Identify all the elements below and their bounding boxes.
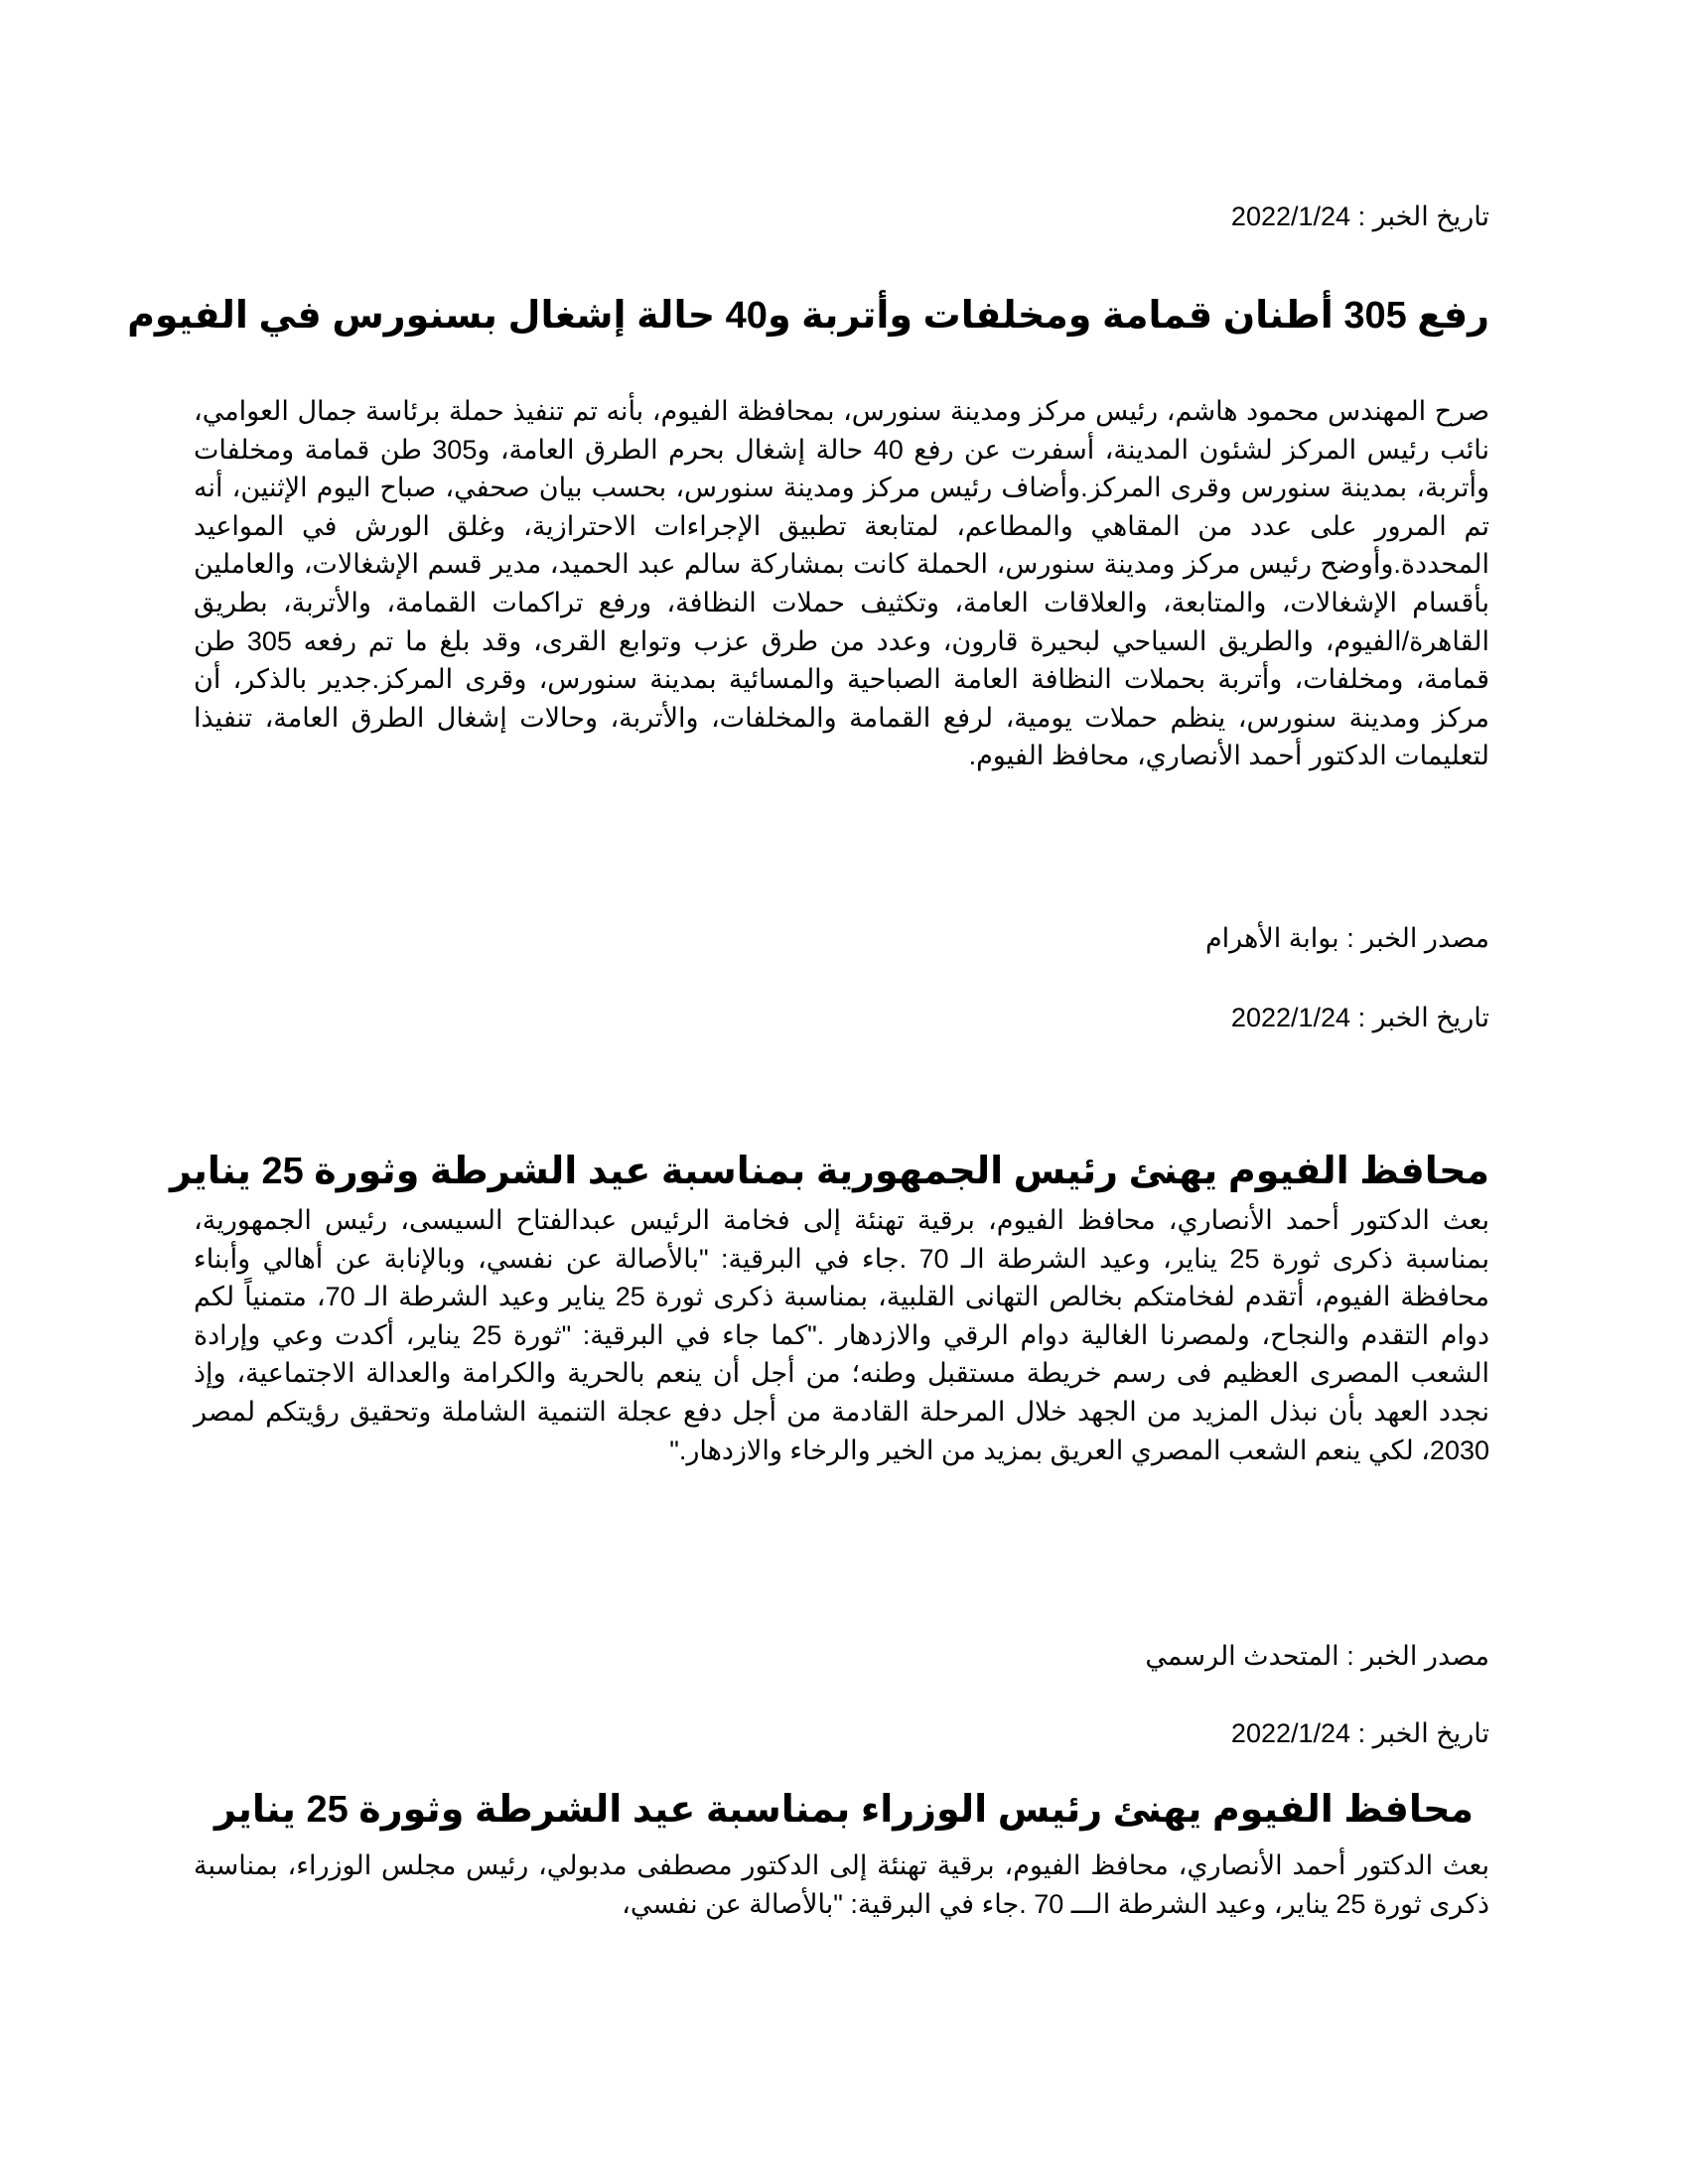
article-2-source (194, 1638, 1489, 1674)
date-label: تاريخ الخبر : (1357, 1718, 1489, 1748)
article-3-date (194, 1715, 1489, 1751)
date-value: 2022/1/24 (1230, 1718, 1351, 1748)
article-2-date (194, 1000, 1489, 1035)
article-1-source (194, 920, 1489, 956)
source-label: مصدر الخبر : (1346, 1641, 1489, 1671)
article-1-title: رفع 305 أطنان قمامة ومخلفات وأتربة و40 حالة إشغال بسنورس في الفيوم (127, 295, 1489, 337)
date-value: 2022/1/24 (1230, 202, 1351, 231)
source-label: مصدر الخبر : (1346, 923, 1489, 953)
date-label: تاريخ الخبر : (1357, 202, 1489, 231)
source-value: المتحدث الرسمي (1145, 1641, 1339, 1671)
article-1-date (194, 199, 1489, 234)
article-1-body: صرح المهندس محمود هاشم، رئيس مركز ومدينة سنورس، بمحافظة الفيوم، بأنه تم تنفيذ حملة برئاسة جمال العوامي، نائب رئيس المركز لشئون المدينة، أسفرت عن رفع 40 حالة إشغال بحرم الطرق العامة، و305 طن قمامة ومخلفات وأتربة، بمدينة سنورس وقرى المركز.وأضاف رئيس مركز ومدينة سنورس، بحسب بيان صحفي، صباح اليوم الإثنين، أنه تم المرور على عدد من المقاهي والمطاعم، لمتابعة تطبيق الإجراءات الاحترازية، وغلق الورش في المواعيد المحددة.وأوضح رئيس مركز ومدينة سنورس، الحملة كانت بمشاركة سالم عبد الحميد، مدير قسم الإشغالات، والعاملين بأقسام الإشغالات، والمتابعة، والعلاقات العامة، وتكثيف حملات النظافة، ورفع تراكمات القمامة، والأتربة، بطريق القاهرة/الفيوم، والطريق السياحي لبحيرة قارون، وعدد من طرق عزب وتوابع القرى، وقد بلغ ما تم رفعه 305 طن قمامة، ومخلفات، وأتربة بحملات النظافة العامة الصباحية والمسائية بمدينة سنورس، وقرى المركز.جدير بالذكر، أن مركز ومدينة سنورس، ينظم حملات يومية، لرفع القمامة والمخلفات، والأتربة، وحالات إشغال الطرق العامة، تنفيذا لتعليمات الدكتور أحمد الأنصاري، محافظ الفيوم. (194, 396, 1490, 771)
date-value: 2022/1/24 (1230, 1003, 1351, 1032)
article-3-title: محافظ الفيوم يهنئ رئيس الوزراء بمناسبة عيد الشرطة وثورة 25 يناير (213, 1789, 1475, 1831)
date-label: تاريخ الخبر : (1357, 1003, 1489, 1032)
article-2-body: بعث الدكتور أحمد الأنصاري، محافظ الفيوم، برقية تهنئة إلى فخامة الرئيس عبدالفتاح السيسى، رئيس الجمهورية، بمناسبة ذكرى ثورة 25 يناير، وعيد الشرطة الـ 70 .جاء في البرقية: "بالأصالة عن نفسي، وبالإنابة عن أهالي وأبناء محافظة الفيوم، أتقدم لفخامتكم بخالص التهانى القلبية، بمناسبة ذكرى ثورة 25 يناير وعيد الشرطة الـ 70، متمنياً لكم دوام التقدم والنجاح، ولمصرنا الغالية دوام الرقي والازدهار ."كما جاء في البرقية: "ثورة 25 يناير، أكدت وعي وإرادة الشعب المصرى العظيم فى رسم خريطة مستقبل وطنه؛ من أجل أن ينعم بالحرية والكرامة والعدالة الاجتماعية، وإذ نجدد العهد بأن نبذل المزيد من الجهد خلال المرحلة القادمة من أجل دفع عجلة التنمية الشاملة وتحقيق رؤيتكم لمصر 2030، لكي ينعم الشعب المصري العريق بمزيد من الخير والرخاء والازدهار." (194, 1205, 1489, 1465)
article-3-body: بعث الدكتور أحمد الأنصاري، محافظ الفيوم، برقية تهنئة إلى الدكتور مصطفى مدبولي، رئيس مجلس الوزراء، بمناسبة ذكرى ثورة 25 يناير، وعيد الشرطة الـــ 70 .جاء في البرقية: "بالأصالة عن نفسي، (194, 1850, 1489, 1919)
article-2-title: محافظ الفيوم يهنئ رئيس الجمهورية بمناسبة عيد الشرطة وثورة 25 يناير (169, 1151, 1489, 1192)
source-value: بوابة الأهرام (1204, 923, 1339, 953)
